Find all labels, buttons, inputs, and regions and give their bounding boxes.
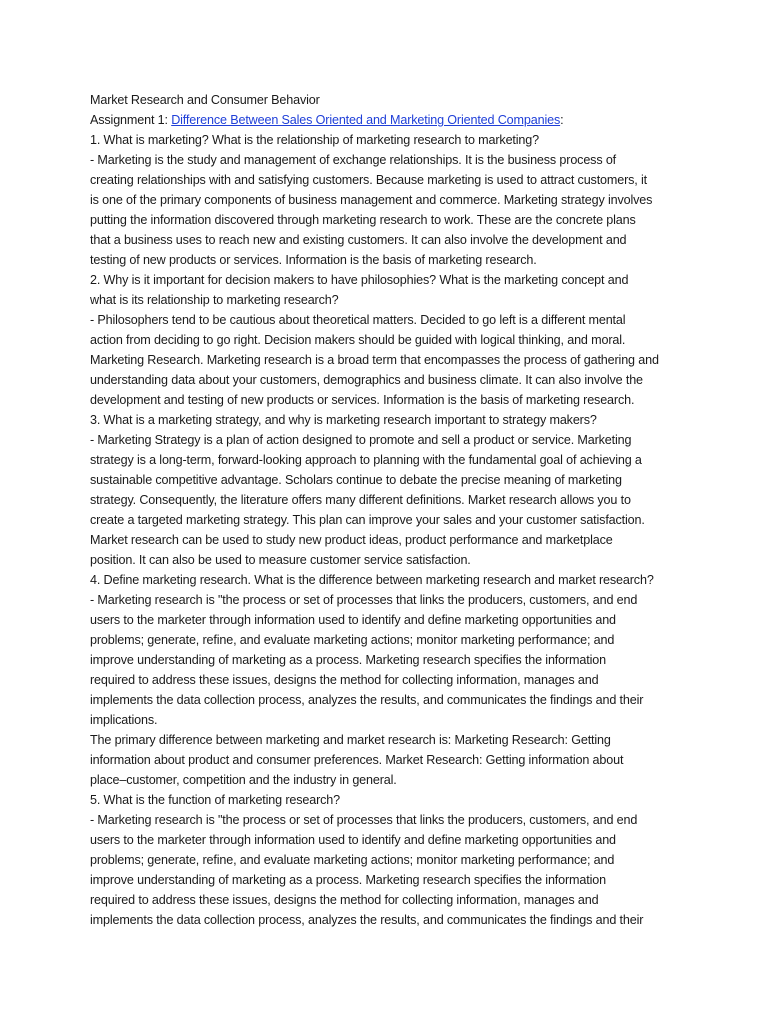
text-line: action from deciding to go right. Decision makers should be guided with logical thinking, and moral. (90, 333, 626, 347)
document-title: Market Research and Consumer Behavior (90, 93, 320, 107)
document-body (90, 130, 690, 930)
text-line: implications. (90, 713, 158, 727)
text-line: understanding data about your customers, demographics and business climate. It can also involve the (90, 373, 643, 387)
text-line: development and testing of new products or services. Information is the basis of marketing research. (90, 393, 635, 407)
text-line: information about product and consumer preferences. Market Research: Getting information about (90, 753, 624, 767)
text-line: strategy. Consequently, the literature offers many different definitions. Market research allows you to (90, 493, 631, 507)
text-line: 2. Why is it important for decision makers to have philosophies? What is the marketing concept and (90, 273, 629, 287)
text-line: place–customer, competition and the industry in general. (90, 773, 397, 787)
text-line: users to the marketer through information used to identify and define marketing opportunities and (90, 613, 616, 627)
text-line: improve understanding of marketing as a process. Marketing research specifies the information (90, 873, 606, 887)
text-line: required to address these issues, designs the method for collecting information, manages and (90, 893, 599, 907)
assignment-line (90, 110, 690, 130)
assignment-prefix: Assignment 1: (90, 113, 172, 127)
text-line: 4. Define marketing research. What is the difference between marketing research and market research? (90, 573, 654, 587)
document-page (90, 90, 690, 930)
text-line: required to address these issues, designs the method for collecting information, manages and (90, 673, 599, 687)
text-line: The primary difference between marketing and market research is: Marketing Research: Getting (90, 733, 611, 747)
text-line: position. It can also be used to measure customer service satisfaction. (90, 553, 471, 567)
text-line: sustainable competitive advantage. Scholars continue to debate the precise meaning of marketing (90, 473, 622, 487)
assignment-link[interactable]: Difference Between Sales Oriented and Marketing Oriented Companies (171, 113, 561, 127)
text-line: creating relationships with and satisfying customers. Because marketing is used to attract customers, it (90, 173, 647, 187)
text-line: problems; generate, refine, and evaluate marketing actions; monitor marketing performance; and (90, 853, 615, 867)
text-line: putting the information discovered through marketing research to work. These are the concrete plans (90, 213, 636, 227)
text-line: 5. What is the function of marketing research? (90, 793, 340, 807)
text-line: 1. What is marketing? What is the relationship of marketing research to marketing? (90, 133, 539, 147)
text-line: - Marketing Strategy is a plan of action designed to promote and sell a product or service. Marketing (90, 433, 632, 447)
text-line: implements the data collection process, analyzes the results, and communicates the findings and their (90, 693, 644, 707)
text-line: - Marketing research is "the process or set of processes that links the producers, customers, and end (90, 593, 638, 607)
text-line: is one of the primary components of business management and commerce. Marketing strategy involves (90, 193, 653, 207)
text-line: create a targeted marketing strategy. This plan can improve your sales and your customer satisfaction. (90, 513, 645, 527)
text-line: Marketing Research. Marketing research is a broad term that encompasses the process of gathering and (90, 353, 659, 367)
text-line: 3. What is a marketing strategy, and why is marketing research important to strategy makers? (90, 413, 597, 427)
text-line: users to the marketer through information used to identify and define marketing opportunities and (90, 833, 616, 847)
text-line: strategy is a long-term, forward-looking approach to planning with the fundamental goal of achieving a (90, 453, 642, 467)
text-line: - Marketing research is "the process or set of processes that links the producers, customers, and end (90, 813, 638, 827)
text-line: problems; generate, refine, and evaluate marketing actions; monitor marketing performance; and (90, 633, 615, 647)
text-line: what is its relationship to marketing research? (90, 293, 339, 307)
text-line: implements the data collection process, analyzes the results, and communicates the findings and their (90, 913, 644, 927)
assignment-suffix: : (560, 113, 564, 127)
text-line: - Marketing is the study and management of exchange relationships. It is the business process of (90, 153, 617, 167)
text-line: improve understanding of marketing as a process. Marketing research specifies the information (90, 653, 606, 667)
text-line: Market research can be used to study new product ideas, product performance and marketplace (90, 533, 613, 547)
text-line: testing of new products or services. Information is the basis of marketing research. (90, 253, 537, 267)
text-line: - Philosophers tend to be cautious about theoretical matters. Decided to go left is a different mental (90, 313, 626, 327)
text-line: that a business uses to reach new and existing customers. It can also involve the development and (90, 233, 627, 247)
